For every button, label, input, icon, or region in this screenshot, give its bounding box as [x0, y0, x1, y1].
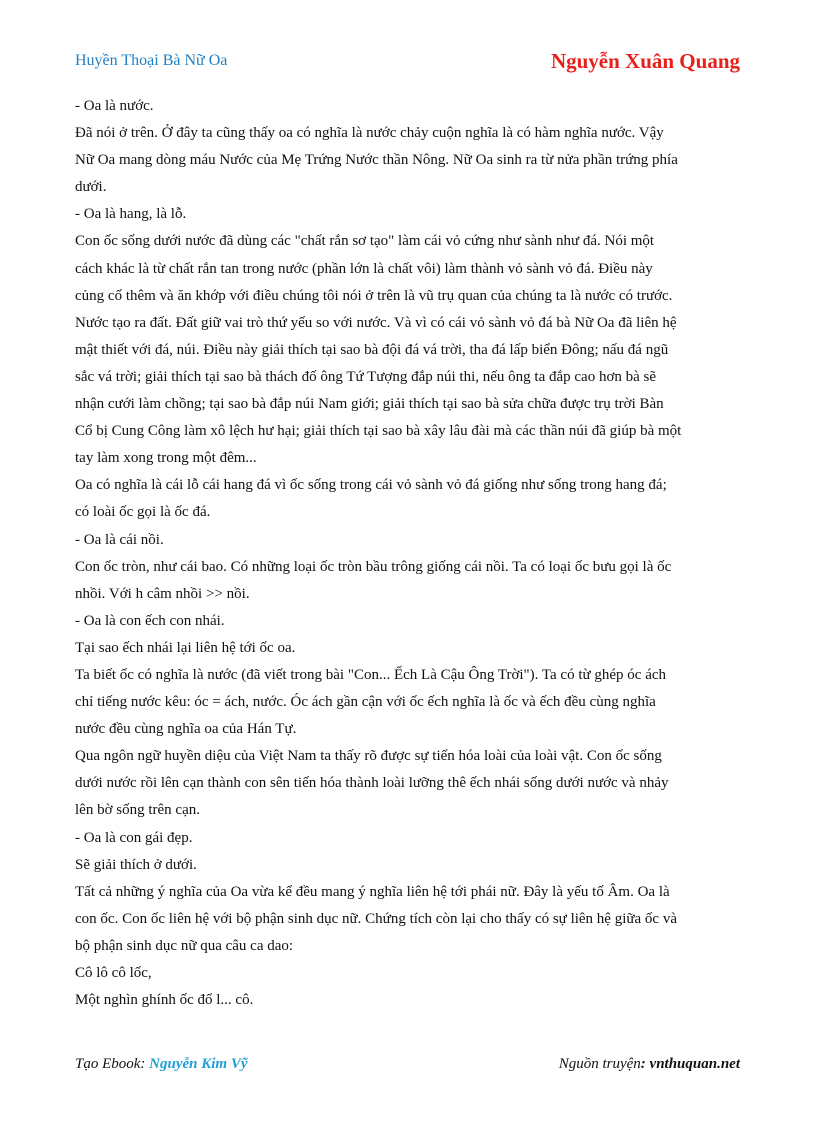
text-line: nước đều cùng nghĩa oa của Hán Tự. [75, 721, 297, 738]
text-line: củng cố thêm và ăn khớp với điều chúng tôi nói ở trên là vũ trụ quan của chúng ta là nước có trước. [75, 287, 673, 304]
text-line: Cổ bị Cung Công làm xô lệch hư hại; giải thích tại sao bà xây lâu đài mà các thần núi đã giúp bà một [75, 423, 682, 440]
footer-ebook-credit: Tạo Ebook: Nguyễn Kim Vỹ [75, 1056, 248, 1072]
source-site: vnthuquan.net [649, 1056, 740, 1072]
ebook-label: Tạo Ebook [75, 1056, 141, 1072]
text-line: Ta biết ốc có nghĩa là nước (đã viết trong bài "Con... Ếch Là Cậu Ông Trời"). Ta có từ ghép óc ách [75, 666, 667, 683]
text-line: Tất cả những ý nghĩa của Oa vừa kể đều mang ý nghĩa liên hệ tới phái nữ. Đây là yếu tố Âm. Oa là [75, 883, 670, 900]
text-line: dưới. [75, 179, 107, 196]
text-line: Tại sao ếch nhái lại liên hệ tới ốc oa. [75, 639, 296, 656]
text-line: chỉ tiếng nước kêu: óc = ách, nước. Óc ách gần cận với ốc ếch nghĩa là ốc và ếch đều cùng nghĩa [75, 694, 656, 711]
text-line: - Oa là con ếch con nhái. [75, 612, 225, 629]
text-line: Nữ Oa mang dòng máu Nước của Mẹ Trứng Nước thần Nông. Nữ Oa sinh ra từ nửa phần trứng phía [75, 152, 678, 169]
text-line: bộ phận sinh dục nữ qua câu ca dao: [75, 937, 294, 954]
text-line: sắc vá trời; giải thích tại sao bà thách đố ông Tứ Tượng đắp núi thi, nếu ông ta đắp cao hơn bà sẽ [75, 368, 657, 385]
text-line: lên bờ sống trên cạn. [75, 802, 200, 819]
page-body [75, 93, 745, 1014]
text-line: nhận cưới làm chồng; tại sao bà đắp núi Nam giới; giải thích tại sao bà sửa chữa được trụ trời Bàn [75, 396, 664, 413]
footer-source-credit: Nguồn truyện: vnthuquan.net [558, 1056, 740, 1072]
text-line: Một nghìn ghính ốc đổ l... cô. [75, 992, 254, 1009]
text-line: nhồi. Với h câm nhồi >> nồi. [75, 585, 250, 602]
text-line: Qua ngôn ngữ huyền diệu của Việt Nam ta thấy rõ được sự tiến hóa loài của loài vật. Con ốc sống [75, 748, 662, 765]
text-line: tay làm xong trong một đêm... [75, 450, 257, 467]
text-line: - Oa là hang, là lỗ. [75, 206, 187, 223]
text-line: Oa có nghĩa là cái lỗ cái hang đá vì ốc sống trong cái vỏ sành vỏ đá giống như sống trong hang đá; [75, 477, 667, 494]
text-line: con ốc. Con ốc liên hệ với bộ phận sinh dục nữ. Chứng tích còn lại cho thấy có sự liên hệ giữa ốc và [75, 910, 677, 927]
text-line: Cô lô cô lốc, [75, 965, 152, 981]
text-line: - Oa là cái nồi. [75, 531, 164, 548]
text-line: mật thiết với đá, núi. Điều này giải thích tại sao bà đội đá vá trời, tha đá lấp biển Đông; nấu đá ngũ [75, 341, 669, 358]
text-line: Nước tạo ra đất. Đất giữ vai trò thứ yếu so với nước. Và vì có cái vỏ sành vỏ đá bà Nữ Oa đã liên hệ [75, 314, 677, 331]
document-title: Huyền Thoại Bà Nữ Oa [75, 52, 228, 69]
text-line: Con ốc tròn, như cái bao. Có những loại ốc tròn bầu trông giống cái nồi. Ta có loại ốc bưu gọi là ốc [75, 558, 672, 575]
text-line: Con ốc sống dưới nước đã dùng các "chất rắn sơ tạo" làm cái vỏ cứng như sành như đá. Nói một [75, 233, 655, 250]
text-line: có loài ốc gọi là ốc đá. [75, 504, 211, 521]
document-author: Nguyễn Xuân Quang [550, 49, 740, 73]
source-label: Nguồn truyện [558, 1056, 641, 1072]
text-line: - Oa là con gái đẹp. [75, 829, 193, 846]
text-line: Đã nói ở trên. Ở đây ta cũng thấy oa có nghĩa là nước chảy cuộn nghĩa là có hàm nghĩa nước. Vậy [75, 125, 664, 142]
text-line: - Oa là nước. [75, 98, 154, 114]
text-line: dưới nước rồi lên cạn thành con sên tiến hóa thành loài lưỡng thê ếch nhái sống dưới nước và nhảy [75, 775, 669, 792]
text-line: Sẽ giải thích ở dưới. [75, 856, 197, 873]
text-line: cách khác là từ chất rắn tan trong nước (phần lớn là chất vôi) làm thành vỏ sành vỏ đá. Điều này [75, 260, 653, 277]
ebook-author: Nguyễn Kim Vỹ [149, 1056, 248, 1072]
